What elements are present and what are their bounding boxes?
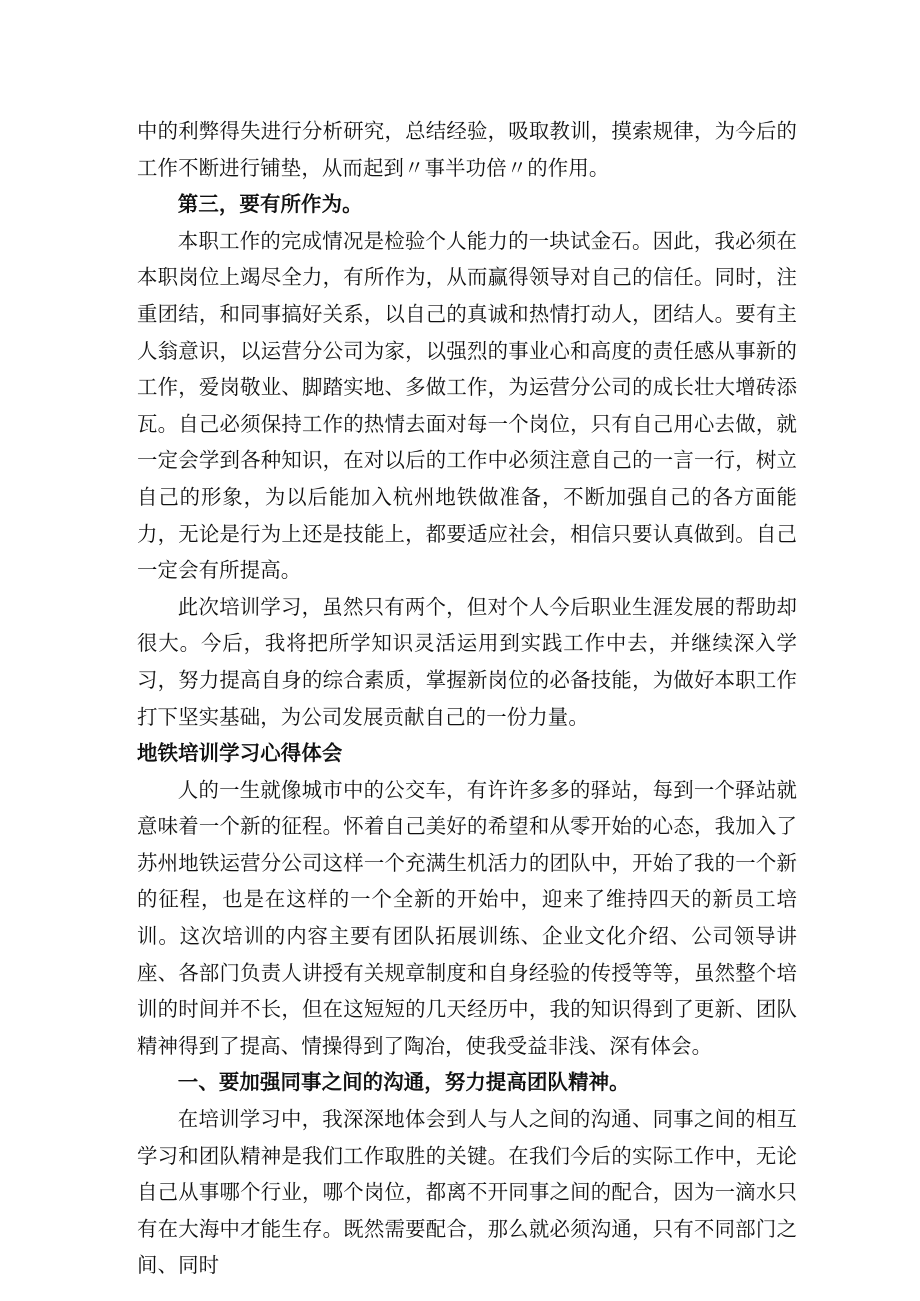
- section-heading-third: 第三，要有所作为。: [177, 192, 363, 217]
- body-paragraph: 此次培训学习，虽然只有两个，但对个人今后职业生涯发展的帮助却很大。今后，我将把所学知识灵活运用到实践工作中去，并继续深入学习，努力提高自身的综合素质，掌握新岗位的必备技能，为做好本职工作打下坚实基础，为公司发展贡献自己的一份力量。: [137, 594, 797, 729]
- body-paragraph: 人的一生就像城市中的公交车，有许许多多的驿站，每到一个驿站就意味着一个新的征程。怀着自己美好的希望和从零开始的心态，我加入了苏州地铁运营分公司这样一个充满生机活力的团队中，开始了我的一个新的征程，也是在这样的一个全新的开始中，迎来了维持四天的新员工培训。这次培训的内容主要有团队拓展训练、企业文化介绍、公司领导讲座、各部门负责人讲授有关规章制度和自身经验的传授等等，虽然整个培训的时间并不长，但在这短短的几天经历中，我的知识得到了更新、团队精神得到了提高、情操得到了陶冶，使我受益非浅、深有体会。: [137, 777, 797, 1058]
- section-heading-one: 一、要加强同事之间的沟通，努力提高团队精神。: [177, 1070, 630, 1095]
- article-title: 地铁培训学习心得体会: [137, 741, 343, 766]
- body-paragraph: 本职工作的完成情况是检验个人能力的一块试金石。因此，我必须在本职岗位上竭尽全力，有所作为，从而赢得领导对自己的信任。同时，注重团结，和同事搞好关系，以自己的真诚和热情打动人，团结人。要有主人翁意识，以运营分公司为家，以强烈的事业心和高度的责任感从事新的工作，爱岗敬业、脚踏实地、多做工作，为运营分公司的成长壮大增砖添瓦。自己必须保持工作的热情去面对每一个岗位，只有自己用心去做，就一定会学到各种知识，在对以后的工作中必须注意自己的一言一行，树立自己的形象，为以后能加入杭州地铁做准备，不断加强自己的各方面能力，无论是行为上还是技能上，都要适应社会，相信只要认真做到。自己一定会有所提高。: [137, 228, 797, 583]
- body-paragraph-continued: 中的利弊得失进行分析研究，总结经验，吸取教训，摸索规律，为今后的工作不断进行铺垫，从而起到〃事半功倍〃的作用。: [137, 119, 797, 180]
- body-paragraph: 在培训学习中，我深深地体会到人与人之间的沟通、同事之间的相互学习和团队精神是我们工作取胜的关键。在我们今后的实际工作中，无论自己从事哪个行业，哪个岗位，都离不开同事之间的配合，因为一滴水只有在大海中才能生存。既然需要配合，那么就必须沟通，只有不同部门之间、同时: [137, 1107, 797, 1278]
- document-page: [137, 113, 797, 1284]
